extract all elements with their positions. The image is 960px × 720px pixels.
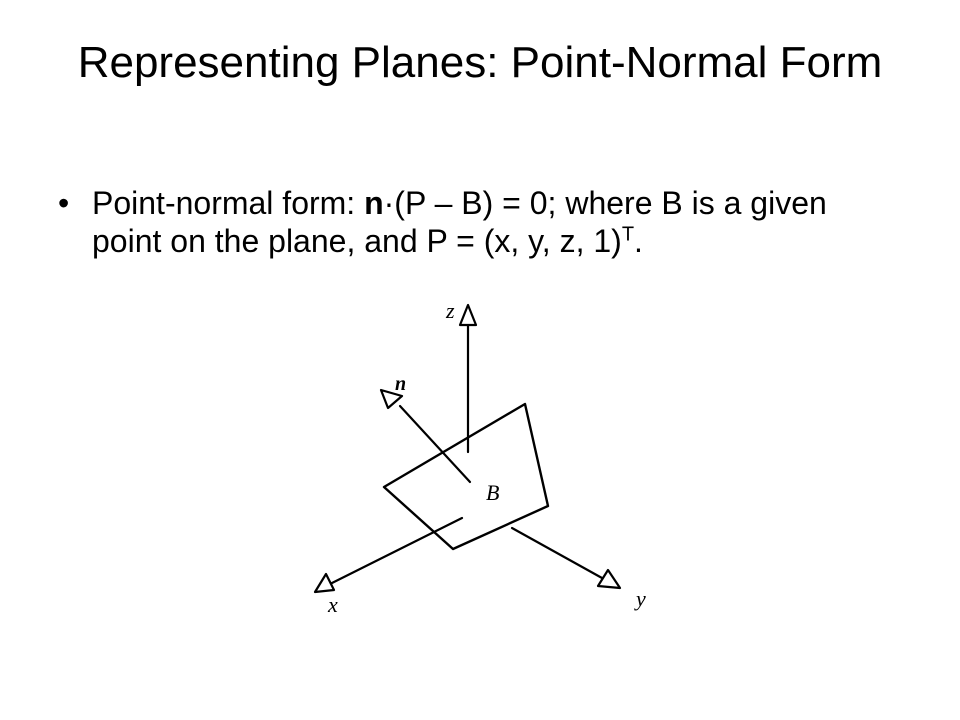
bullet-text-start: Point-normal form:	[92, 185, 365, 221]
y-axis-label: y	[636, 586, 646, 611]
y-axis	[512, 528, 602, 578]
normal-vector-symbol: n	[364, 185, 384, 221]
slide-title: Representing Planes: Point-Normal Form	[77, 38, 883, 87]
z-arrowhead	[460, 305, 476, 325]
bullet-text-equation: ·(P – B) = 0; where B is a given point on the plane, and P = (x, y, z, 1)	[92, 185, 827, 259]
transpose-superscript: T	[621, 223, 635, 246]
point-b-label: B	[486, 480, 500, 505]
normal-vector-label: n	[395, 373, 407, 395]
y-arrowhead	[598, 570, 620, 588]
bullet-text-end: .	[634, 223, 643, 259]
bullet-marker: •	[58, 185, 70, 221]
x-axis-label: x	[328, 592, 338, 617]
z-axis-label: z	[446, 298, 455, 323]
x-arrowhead	[315, 574, 334, 592]
x-axis	[330, 518, 462, 584]
